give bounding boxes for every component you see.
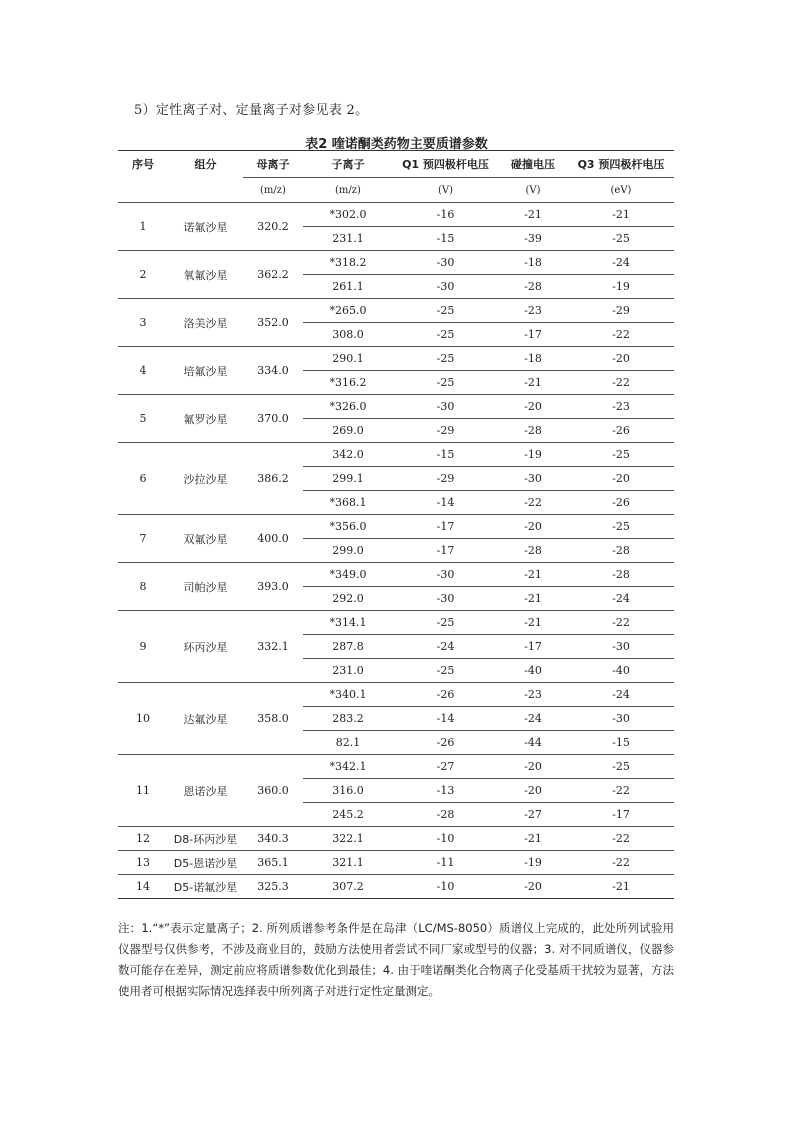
cell-q3-voltage: -28 (568, 563, 674, 587)
cell-q1-voltage: -25 (393, 347, 498, 371)
cell-q1-voltage: -27 (393, 755, 498, 779)
cell-child-ion: 245.2 (332, 808, 364, 821)
cell-collision-voltage: -21 (498, 611, 568, 635)
cell-q1-voltage: -15 (393, 443, 498, 467)
cell-parent-ion: 365.1 (243, 851, 303, 875)
cell-child-ion: 307.2 (303, 875, 393, 899)
table-row (118, 347, 674, 371)
cell-child-ion: *265.0 (303, 299, 393, 323)
cell-child-ion: 299.0 (332, 544, 364, 557)
cell-parent-ion: 393.0 (243, 563, 303, 611)
cell-collision-voltage: -21 (498, 827, 568, 851)
cell-no: 2 (118, 251, 168, 299)
cell-child-ion: 316.0 (303, 779, 393, 803)
cell-child-ion: 322.1 (303, 827, 393, 851)
cell-parent-ion: 320.2 (257, 220, 289, 233)
cell-q1-voltage: -14 (393, 707, 498, 731)
cell-collision-voltage: -18 (498, 347, 568, 371)
cell-component: 氟罗沙星 (168, 395, 243, 443)
cell-child-ion: 299.1 (303, 467, 393, 491)
cell-component: 培氟沙星 (168, 347, 243, 395)
cell-component: D8-环丙沙星 (168, 827, 243, 851)
cell-q1-voltage: -25 (436, 664, 455, 677)
cell-collision-voltage: -24 (498, 707, 568, 731)
cell-q3-voltage: -30 (568, 635, 674, 659)
cell-no: 13 (118, 851, 168, 875)
header-child-ion: 子离子 (303, 151, 393, 178)
cell-q1-voltage: -29 (393, 467, 498, 491)
cell-child-ion: *318.2 (303, 251, 393, 275)
cell-child-ion: 292.0 (332, 592, 364, 605)
cell-parent-ion: 400.0 (243, 515, 303, 563)
header-q1-voltage: Q1 预四极杆电压 (393, 151, 498, 178)
cell-component: D5-恩诺沙星 (168, 851, 243, 875)
cell-parent-ion: 358.0 (243, 683, 303, 755)
cell-q3-voltage: -26 (612, 496, 630, 509)
cell-child-ion: *340.1 (303, 683, 393, 707)
cell-q1-voltage: -25 (436, 328, 455, 341)
cell-q1-voltage: -30 (393, 563, 498, 587)
cell-q1-voltage: -26 (393, 683, 498, 707)
header-component: 组分 (168, 151, 243, 178)
cell-component: 达氟沙星 (168, 683, 243, 755)
cell-q3-voltage: -24 (568, 251, 674, 275)
cell-q3-voltage: -22 (612, 328, 630, 341)
cell-q1-voltage: -10 (393, 827, 498, 851)
cell-no: 8 (118, 563, 168, 611)
table-row (118, 299, 674, 323)
table-row (118, 563, 674, 587)
cell-child-ion: 287.8 (303, 635, 393, 659)
cell-component: 洛美沙星 (168, 299, 243, 347)
cell-q1-voltage: -30 (436, 592, 455, 605)
cell-collision-voltage: -20 (498, 515, 568, 539)
cell-child-ion: 82.1 (335, 736, 361, 749)
header-parent-ion: 母离子 (243, 151, 303, 178)
cell-child-ion: *356.0 (303, 515, 393, 539)
table-row (118, 515, 674, 539)
cell-q3-voltage: -29 (568, 299, 674, 323)
cell-component: 沙拉沙星 (168, 443, 243, 515)
cell-child-ion: 290.1 (303, 347, 393, 371)
cell-q1-voltage: -13 (393, 779, 498, 803)
cell-collision-voltage: -20 (498, 779, 568, 803)
cell-collision-voltage: -20 (498, 395, 568, 419)
cell-component: 司帕沙星 (168, 563, 243, 611)
cell-no: 14 (118, 875, 168, 899)
cell-child-ion: *302.0 (303, 203, 393, 227)
cell-child-ion: 321.1 (303, 851, 393, 875)
cell-parent-ion: 386.2 (243, 443, 303, 515)
cell-q1-voltage: -25 (436, 376, 455, 389)
cell-collision-voltage: -21 (498, 563, 568, 587)
unit-component (168, 178, 243, 203)
cell-no: 11 (118, 755, 168, 827)
cell-component: 环丙沙星 (168, 611, 243, 683)
cell-no: 5 (118, 395, 168, 443)
cell-collision-voltage: -20 (498, 755, 568, 779)
cell-child-ion: *368.1 (329, 496, 367, 509)
cell-collision-voltage: -30 (498, 467, 568, 491)
cell-q3-voltage: -30 (568, 707, 674, 731)
cell-q1-voltage: -29 (436, 424, 455, 437)
cell-q1-voltage: -24 (393, 635, 498, 659)
cell-no: 3 (118, 299, 168, 347)
table-row (118, 611, 674, 635)
cell-q3-voltage: -21 (568, 203, 674, 227)
cell-collision-voltage: -18 (498, 251, 568, 275)
table-caption: 表2 喹诺酮类药物主要质谱参数 (305, 137, 488, 152)
table-row (118, 443, 674, 467)
cell-q1-voltage: -28 (436, 808, 455, 821)
unit-no (118, 178, 168, 203)
cell-q3-voltage: -25 (568, 515, 674, 539)
cell-child-ion: 269.0 (332, 424, 364, 437)
cell-parent-ion: 325.3 (243, 875, 303, 899)
cell-q1-voltage: -14 (436, 496, 455, 509)
cell-q3-voltage: -24 (568, 683, 674, 707)
cell-q1-voltage: -25 (393, 611, 498, 635)
cell-child-ion: 283.2 (303, 707, 393, 731)
cell-no: 12 (118, 827, 168, 851)
cell-q3-voltage: -20 (568, 467, 674, 491)
cell-q1-voltage: -30 (393, 395, 498, 419)
cell-collision-voltage: -20 (498, 875, 568, 899)
cell-q3-voltage: -20 (568, 347, 674, 371)
cell-q3-voltage: -22 (568, 851, 674, 875)
cell-q3-voltage: -22 (568, 827, 674, 851)
cell-no: 4 (118, 347, 168, 395)
table-row (118, 827, 674, 851)
cell-collision-voltage: -28 (524, 424, 542, 437)
cell-q1-voltage: -11 (393, 851, 498, 875)
cell-parent-ion: 340.3 (243, 827, 303, 851)
header-q3-voltage: Q3 预四极杆电压 (568, 151, 674, 178)
cell-q1-voltage: -16 (393, 203, 498, 227)
table-row (118, 851, 674, 875)
cell-q3-voltage: -21 (568, 875, 674, 899)
cell-q3-voltage: -22 (568, 779, 674, 803)
cell-collision-voltage: -44 (524, 736, 542, 749)
cell-collision-voltage: -40 (524, 664, 542, 677)
mass-spec-table (118, 150, 674, 899)
table-row (118, 251, 674, 275)
units-row (118, 178, 674, 203)
cell-q1-voltage: -10 (393, 875, 498, 899)
cell-q3-voltage: -25 (568, 755, 674, 779)
cell-collision-voltage: -21 (524, 376, 542, 389)
cell-q1-voltage: -30 (436, 280, 455, 293)
cell-no: 9 (118, 611, 168, 683)
cell-child-ion: *316.2 (329, 376, 367, 389)
cell-q3-voltage: -23 (568, 395, 674, 419)
cell-child-ion: *326.0 (303, 395, 393, 419)
cell-q3-voltage: -19 (612, 280, 630, 293)
header-no: 序号 (118, 151, 168, 178)
cell-parent-ion: 334.0 (243, 347, 303, 395)
unit-q1-voltage: (V) (393, 178, 498, 203)
unit-q3-voltage: (eV) (568, 178, 674, 203)
cell-collision-voltage: -39 (524, 232, 542, 245)
table-note: 注：1.“*”表示定量离子；2. 所列质谱参考条件是在岛津（LC/MS-8050）质谱仪上完成的，此处所列试验用仪器型号仅供参考，不涉及商业目的，鼓励方法使用者尝试不同厂家或型号的仪器；3. 对不同质谱仪，仪器参数可能存在差异，测定前应将质谱参数优化到最佳；4. 由于喹诺酮类化合物离子化受基质干扰较为显著，方法使用者可根据实际情况选择表中所列离子对进行定性定量测定。 (118, 921, 674, 998)
cell-parent-ion: 332.1 (243, 611, 303, 683)
cell-q1-voltage: -15 (436, 232, 455, 245)
cell-q3-voltage: -40 (612, 664, 630, 677)
intro-text: 5）定性离子对、定量离子对参见表 2。 (134, 103, 369, 118)
cell-child-ion: *314.1 (303, 611, 393, 635)
cell-collision-voltage: -19 (498, 851, 568, 875)
cell-no: 6 (118, 443, 168, 515)
table-row (118, 683, 674, 707)
table-row (118, 755, 674, 779)
table-row (118, 875, 674, 899)
cell-collision-voltage: -23 (498, 683, 568, 707)
cell-collision-voltage: -21 (498, 203, 568, 227)
cell-component: 恩诺沙星 (168, 755, 243, 827)
cell-component: 氧氟沙星 (168, 251, 243, 299)
cell-parent-ion: 352.0 (243, 299, 303, 347)
cell-parent-ion: 360.0 (243, 755, 303, 827)
cell-q3-voltage: -28 (612, 544, 630, 557)
cell-q3-voltage: -22 (612, 376, 630, 389)
cell-q3-voltage: -25 (612, 232, 630, 245)
cell-child-ion: 231.1 (332, 232, 364, 245)
unit-collision-voltage: (V) (498, 178, 568, 203)
cell-q3-voltage: -26 (612, 424, 630, 437)
cell-no: 10 (118, 683, 168, 755)
cell-q3-voltage: -22 (568, 611, 674, 635)
cell-child-ion: *349.0 (303, 563, 393, 587)
cell-q1-voltage: -17 (393, 515, 498, 539)
cell-child-ion: 342.0 (303, 443, 393, 467)
cell-q3-voltage: -24 (612, 592, 630, 605)
cell-component: D5-诺氟沙星 (168, 875, 243, 899)
table-row (118, 203, 674, 227)
cell-parent-ion: 370.0 (243, 395, 303, 443)
cell-q3-voltage: -17 (612, 808, 630, 821)
header-row (118, 151, 674, 178)
cell-parent-ion: 362.2 (243, 251, 303, 299)
cell-q1-voltage: -26 (436, 736, 455, 749)
cell-collision-voltage: -23 (498, 299, 568, 323)
cell-collision-voltage: -28 (524, 544, 542, 557)
cell-component: 双氟沙星 (168, 515, 243, 563)
table-row (118, 395, 674, 419)
cell-child-ion: 261.1 (332, 280, 364, 293)
cell-collision-voltage: -19 (498, 443, 568, 467)
cell-component: 诺氟沙星 (183, 220, 228, 234)
cell-child-ion: 231.0 (332, 664, 364, 677)
unit-child-ion: (m/z) (303, 178, 393, 203)
cell-no: 7 (118, 515, 168, 563)
cell-child-ion: *342.1 (303, 755, 393, 779)
cell-q1-voltage: -25 (393, 299, 498, 323)
cell-no: 1 (139, 220, 147, 233)
cell-collision-voltage: -28 (524, 280, 542, 293)
cell-q1-voltage: -17 (436, 544, 455, 557)
cell-collision-voltage: -17 (524, 328, 542, 341)
cell-collision-voltage: -17 (498, 635, 568, 659)
cell-child-ion: 308.0 (332, 328, 364, 341)
cell-q3-voltage: -15 (612, 736, 630, 749)
cell-collision-voltage: -27 (524, 808, 542, 821)
cell-q1-voltage: -30 (393, 251, 498, 275)
unit-parent-ion: (m/z) (243, 178, 303, 203)
cell-collision-voltage: -21 (524, 592, 542, 605)
cell-collision-voltage: -22 (524, 496, 542, 509)
header-collision-voltage: 碰撞电压 (498, 151, 568, 178)
cell-q3-voltage: -25 (568, 443, 674, 467)
